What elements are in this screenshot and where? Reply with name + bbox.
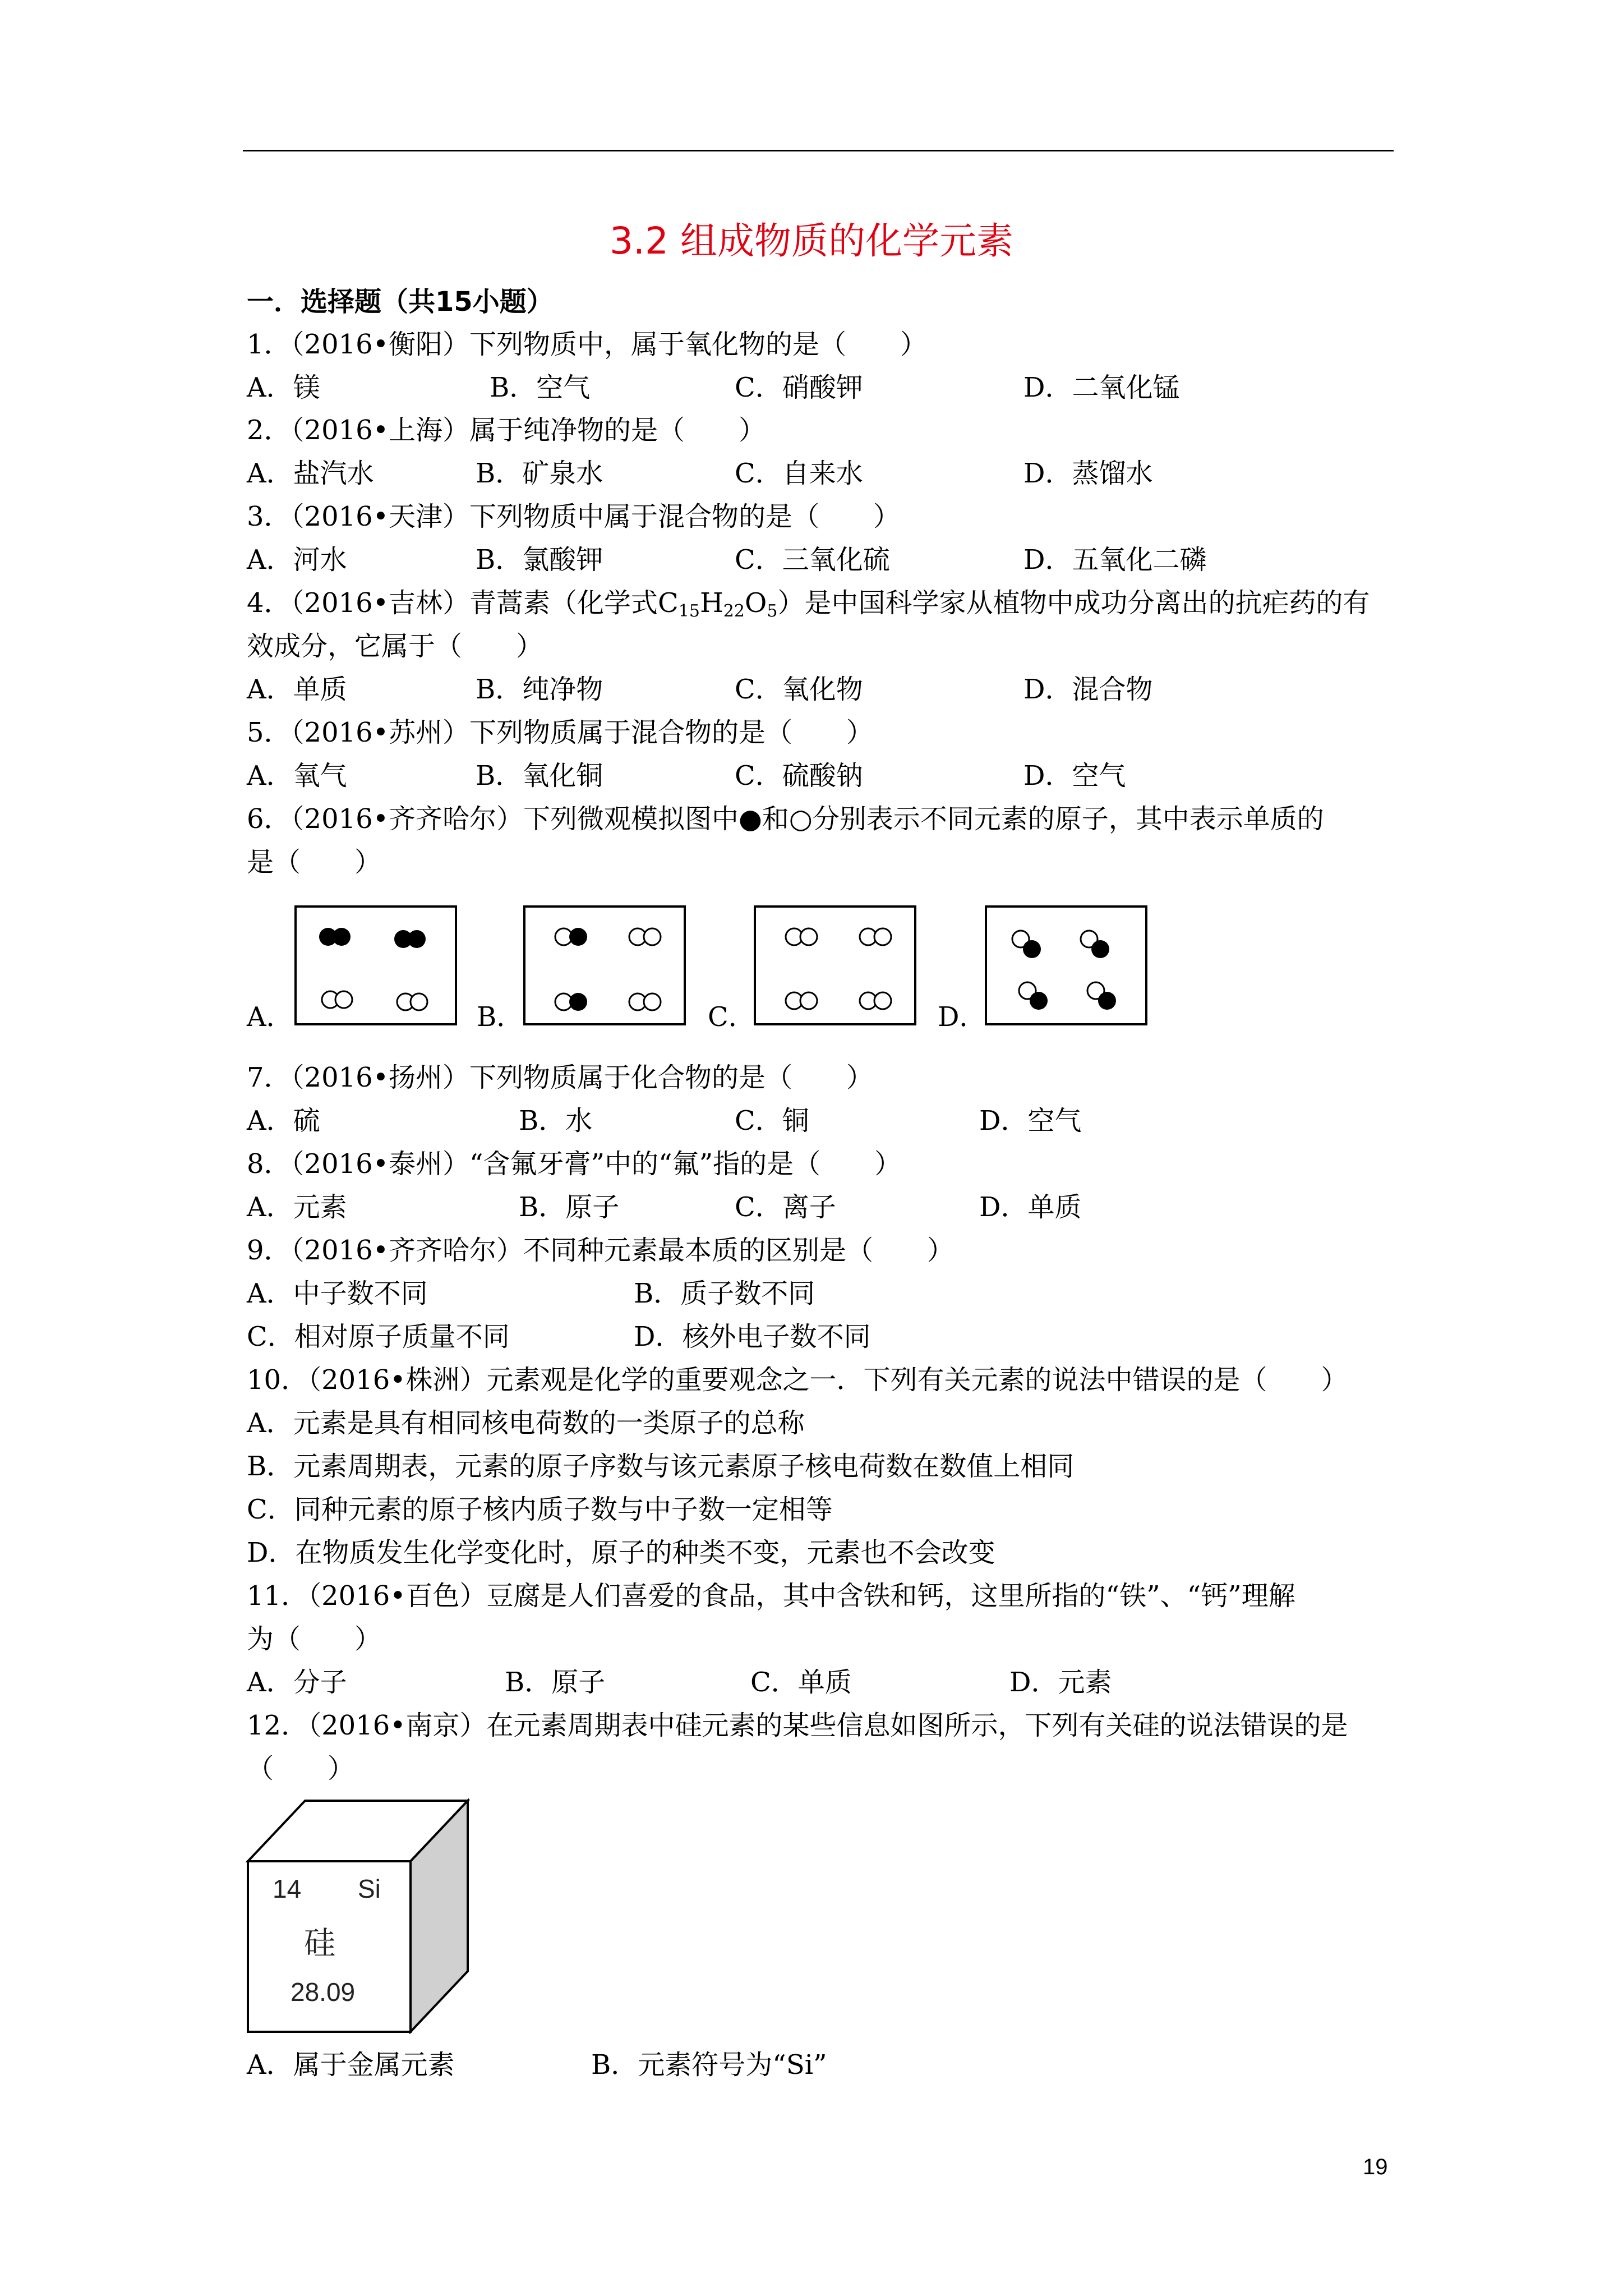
q10-option-c: C．同种元素的原子核内质子数与中子数一定相等 [247, 1494, 833, 1525]
q11-option-c: C．单质 [750, 1667, 852, 1698]
q12-stem-continued: （ ） [247, 1753, 355, 1784]
q6-option-a: A． [247, 1001, 293, 1033]
q1-option-c: C．硝酸钾 [735, 372, 863, 403]
q8-stem: 8．（2016•泰州）“含氟牙膏”中的“氟”指的是（ ） [247, 1148, 902, 1180]
molecule-diagram-c [754, 905, 916, 1025]
element-symbol: Si [358, 1874, 381, 1903]
section-heading: 一．选择题（共15小题） [247, 286, 554, 318]
q1-option-d: D．二氧化锰 [1023, 372, 1180, 403]
q2-option-b: B．矿泉水 [476, 458, 603, 489]
q10-option-b: B．元素周期表，元素的原子序数与该元素原子核电荷数在数值上相同 [247, 1451, 1075, 1482]
molecule-diagram-d [985, 905, 1147, 1025]
q7-option-b: B．水 [519, 1105, 593, 1137]
molecule-diagram-b [523, 905, 686, 1025]
q2-option-a: A．盐汽水 [247, 458, 374, 489]
page-title: 3.2 组成物质的化学元素 [610, 219, 1013, 263]
q4-option-d: D．混合物 [1023, 674, 1153, 705]
atomic-number: 14 [273, 1874, 302, 1903]
q6-option-b: B． [477, 1001, 524, 1033]
q5-option-b: B．氧化铜 [476, 760, 603, 792]
q3-option-d: D．五氧化二磷 [1023, 544, 1207, 576]
q2-option-c: C．自来水 [735, 458, 863, 489]
q4-stem: 4．（2016•吉林）青蒿素（化学式$C_{15}H_{22}O_5$）是中国科学家从植物中成功分离出的抗疟药的有 [247, 587, 1370, 621]
q8-option-b: B．原子 [519, 1191, 620, 1223]
q6-stem-continued: 是（ ） [247, 846, 382, 878]
q9-option-b: B．质子数不同 [634, 1278, 815, 1309]
q8-option-a: A．元素 [247, 1191, 347, 1223]
q10-stem: 10．（2016•株洲）元素观是化学的重要观念之一．下列有关元素的说法中错误的是（ ） [247, 1364, 1348, 1396]
q12-option-a: A．属于金属元素 [247, 2049, 455, 2081]
molecule-diagram-a [294, 905, 457, 1025]
q9-option-a: A．中子数不同 [247, 1278, 428, 1309]
q4-stem-continued: 效成分，它属于（ ） [247, 631, 543, 662]
page-number: 19 [1363, 2155, 1388, 2179]
q1-option-a: A．镁 [247, 372, 320, 403]
q2-option-d: D．蒸馏水 [1023, 458, 1153, 489]
q9-stem: 9．（2016•齐齐哈尔）不同种元素最本质的区别是（ ） [247, 1235, 955, 1266]
q2-stem: 2．（2016•上海）属于纯净物的是（ ） [247, 415, 766, 446]
silicon-element-cube [246, 1798, 470, 2036]
q12-option-b: B．元素符号为“Si” [591, 2049, 827, 2081]
q3-stem: 3．（2016•天津）下列物质中属于混合物的是（ ） [247, 501, 901, 532]
q1-stem: 1．（2016•衡阳）下列物质中，属于氧化物的是（ ） [247, 329, 928, 360]
q7-option-c: C．铜 [735, 1105, 809, 1137]
q7-stem: 7．（2016•扬州）下列物质属于化合物的是（ ） [247, 1062, 874, 1093]
q7-option-d: D．空气 [979, 1105, 1082, 1137]
q1-option-b: B．空气 [490, 372, 591, 403]
q10-option-a: A．元素是具有相同核电荷数的一类原子的总称 [247, 1407, 805, 1439]
q5-option-c: C．硫酸钠 [735, 760, 863, 792]
q5-option-d: D．空气 [1023, 760, 1126, 792]
element-name: 硅 [304, 1925, 335, 1962]
q5-stem: 5．（2016•苏州）下列物质属于混合物的是（ ） [247, 717, 874, 748]
q6-stem: 6．（2016•齐齐哈尔）下列微观模拟图中●和○分别表示不同元素的原子，其中表示单质的 [247, 803, 1324, 835]
q3-option-c: C．三氧化硫 [735, 544, 890, 576]
q8-option-d: D．单质 [979, 1191, 1082, 1223]
q3-option-b: B．氯酸钾 [476, 544, 603, 576]
q11-option-d: D．元素 [1009, 1667, 1112, 1698]
q8-option-c: C．离子 [735, 1191, 836, 1223]
q7-option-a: A．硫 [247, 1105, 320, 1137]
q9-option-d: D．核外电子数不同 [634, 1321, 871, 1352]
q11-stem-continued: 为（ ） [247, 1623, 382, 1655]
q6-option-d: D． [938, 1001, 986, 1033]
atomic-mass: 28.09 [291, 1977, 356, 2007]
q11-option-a: A．分子 [247, 1667, 347, 1698]
q6-option-c: C． [708, 1001, 755, 1033]
q10-option-d: D．在物质发生化学变化时，原子的种类不变，元素也不会改变 [247, 1537, 995, 1568]
q11-stem: 11．（2016•百色）豆腐是人们喜爱的食品，其中含铁和钙，这里所指的“铁”、“钙”理解 [247, 1580, 1295, 1612]
q3-option-a: A．河水 [247, 544, 347, 576]
header-rule [243, 150, 1394, 151]
q9-option-c: C．相对原子质量不同 [247, 1321, 510, 1352]
q12-stem: 12．（2016•南京）在元素周期表中硅元素的某些信息如图所示，下列有关硅的说法错误的是 [247, 1710, 1348, 1741]
q4-option-c: C．氧化物 [735, 674, 863, 705]
q5-option-a: A．氧气 [247, 760, 347, 792]
q11-option-b: B．原子 [505, 1667, 606, 1698]
q4-option-b: B．纯净物 [476, 674, 603, 705]
q4-option-a: A．单质 [247, 674, 347, 705]
